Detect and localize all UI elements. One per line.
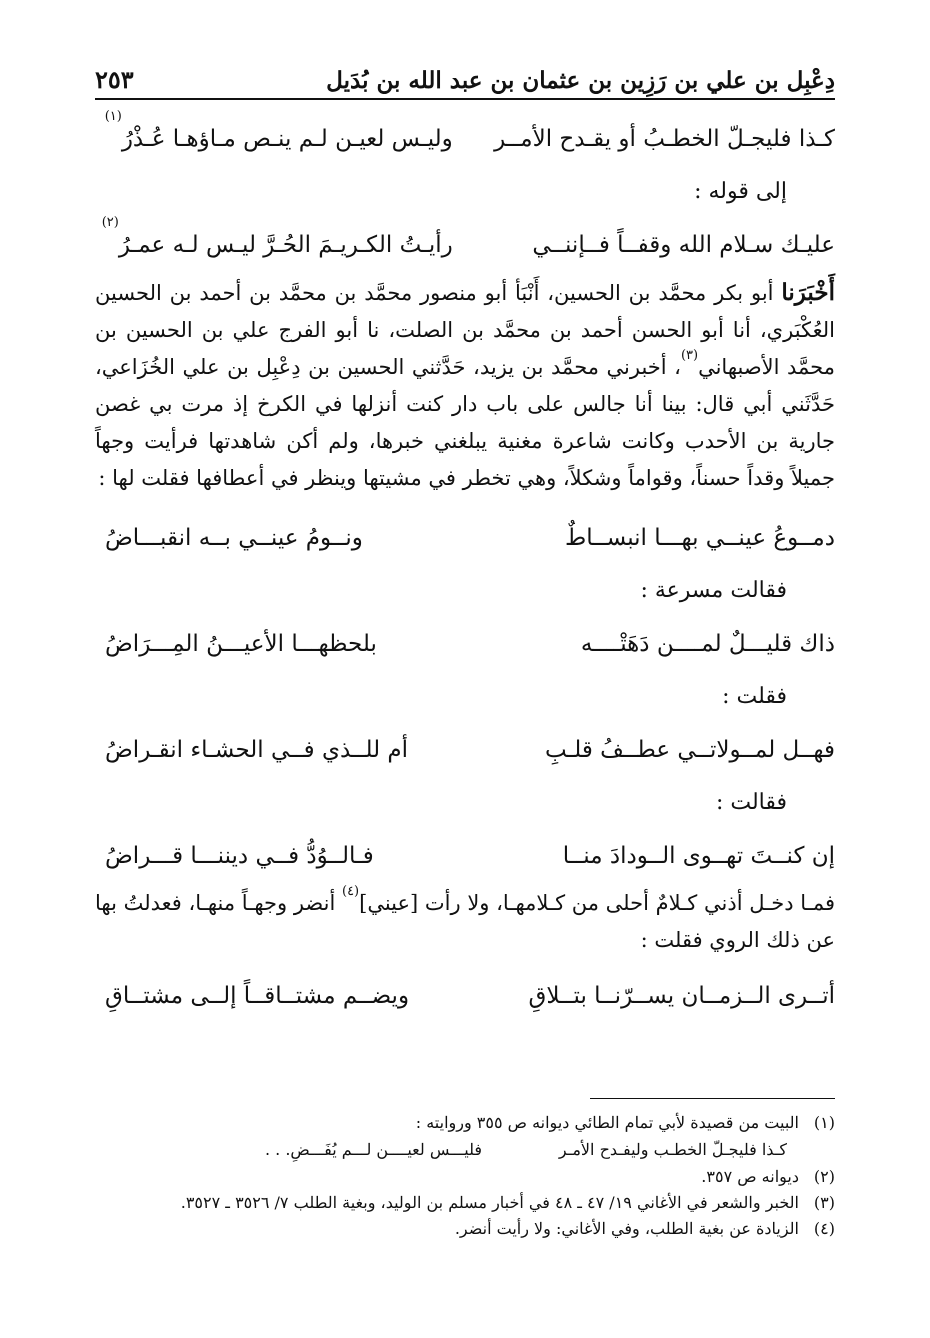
narration-text: أبو بكر محمَّد بن الحسين، أَنْبَأ أبو منصور محمَّد بن محمَّد بن أحمد بن الحسين العُكْبَري، أنا أبو الحسن أحمد بن محمَّد بن الصلت، نا أبو الفرج علي بن الحسين بن محمَّد الأصبهاني [95,281,835,379]
footnote-verse [95,1136,835,1164]
footnote-item [95,1190,835,1216]
verse-second-hemistich: أم للــذي فــي الحشـاء انقـراضُ [105,737,409,763]
narration-lead-word: أَخْبَرَنا [781,279,835,306]
footnote-text: الخبر والشعر في الأغاني ١٩/ ٤٧ ـ ٤٨ في أخبار مسلم بن الوليد، وبغية الطلب ٧/ ٣٥٢٦ ـ ٣٥٢٧. [180,1193,799,1212]
verse-second-text: رأيـتُ الكـريـمَ الحُـرَّ ليـس لـه عمـرُ [118,232,453,258]
main-text [95,110,835,1025]
verse-line [95,827,835,885]
verse-line [95,615,835,673]
footnote-text: البيت من قصيدة لأبي تمام الطائي ديوانه ص ٣٥٥ وروايته : [415,1113,799,1132]
narration-paragraph [95,274,835,497]
footnote-item [95,1216,835,1242]
section-label: فقالت مسرعة : [640,578,787,603]
footnote-number: (١) [813,1113,835,1132]
verse-first-hemistich: أتــرى الــزمــان يســرّنــا بتــلاقِ [528,983,835,1009]
verse-line [95,216,835,274]
footnote-text: ديوانه ص ٣٥٧. [701,1167,799,1186]
narration-text: أنضر وجهـاً منهـا، فعدلتُ بها عن ذلك الروي فقلت : [95,891,835,952]
footnote-text: الزيادة عن بغية الطلب، وفي الأغاني: ولا رأيت أنضر. [454,1219,799,1238]
verse-second-hemistich [95,110,453,168]
footnote-marker: (٣) [680,348,699,363]
footnotes [95,1110,835,1242]
page-header [95,56,835,100]
footnote-verse-second: فليـــس لعيــــن لـــم يُفَـــضِ. . . [265,1140,483,1159]
verse-line [95,967,835,1025]
verse-second-hemistich: ونــومُ عينــي بــه انقبـــاضُ [105,525,363,551]
verse-first-hemistich: ذاك قليـــلٌ لمــــن دَهَتْــــه [580,631,835,657]
footnote-marker: (٤) [341,884,360,899]
verse-first-hemistich: عليـك سـلام الله وقفــاً فــإننــي [532,232,835,258]
verse-second-hemistich: فـالــوُدُّ فــي ديننـــا قـــراضُ [105,843,374,869]
verse-second-hemistich [95,216,453,274]
verse-second-hemistich: بلحظهـــا الأعيـــنُ المِـــرَاضُ [105,631,377,657]
footnote-marker: (١) [104,109,122,124]
section-label: فقلت : [722,684,787,709]
narration-paragraph [95,885,835,959]
verse-first-hemistich: إن كنــتَ تهــوى الــودادَ منــا [562,843,835,869]
section-label: إلى قوله : [694,179,787,204]
verse-line [95,509,835,567]
running-title: دِعْبِل بن علي بن رَزِين بن عثمان بن عبد الله بن بُدَيل [326,67,835,94]
footnote-number: (٢) [813,1167,835,1186]
page-number: ٢٥٣ [95,65,134,94]
verse-first-hemistich: دمــوعُ عينــي بهـــا انبســاطٌ [564,525,835,551]
footnote-divider [590,1098,835,1099]
footnote-number: (٤) [813,1219,835,1238]
verse-second-text: وليـس لعيـن لـم ينـص مـاؤهـا عُـذْرُ [121,126,453,152]
footnote-marker: (٢) [101,215,119,230]
footnote-item [95,1110,835,1136]
verse-line [95,721,835,779]
narration-text: فمـا دخـل أذني كـلامٌ أحلى من كـلامهـا، ولا رأت [عيني] [359,891,836,915]
verse-first-hemistich: فهــل لمــولاتــي عطــفُ قلـبِ [544,737,835,763]
verse-first-hemistich: كـذا فليجـلّ الخطـبُ أو يقـدح الأمــر [494,126,835,152]
narration-text: ، أخبرني محمَّد بن يزيد، حَدَّثني الحسين بن دِعْبِل بن علي الخُزَاعي، حَدَّثَني أبي قال: بينا أنا جالس على باب دار كنت أنزلها في الكرخ إذ مرت بي غصن جارية بن الأحدب وكانت شاعرة مغنية يبلغني خبرها، ولم أكن شاهدتها فرأيت وجهاً جميلاً وقداً حسناً، وقواماً وشكلاً، وهي تخطر في مشيتها وينظر في أعطافها فقلت لها : [95,355,835,490]
footnote-verse-first: كـذا فليجـلّ الخطـب وليفـدح الأمـر [558,1140,787,1159]
verse-line [95,110,835,168]
section-label: فقالت : [715,790,787,815]
footnote-item [95,1164,835,1190]
verse-second-hemistich: ويضــم مشتــاقــاً إلــى مشتــاقِ [105,983,410,1009]
footnote-number: (٣) [813,1193,835,1212]
